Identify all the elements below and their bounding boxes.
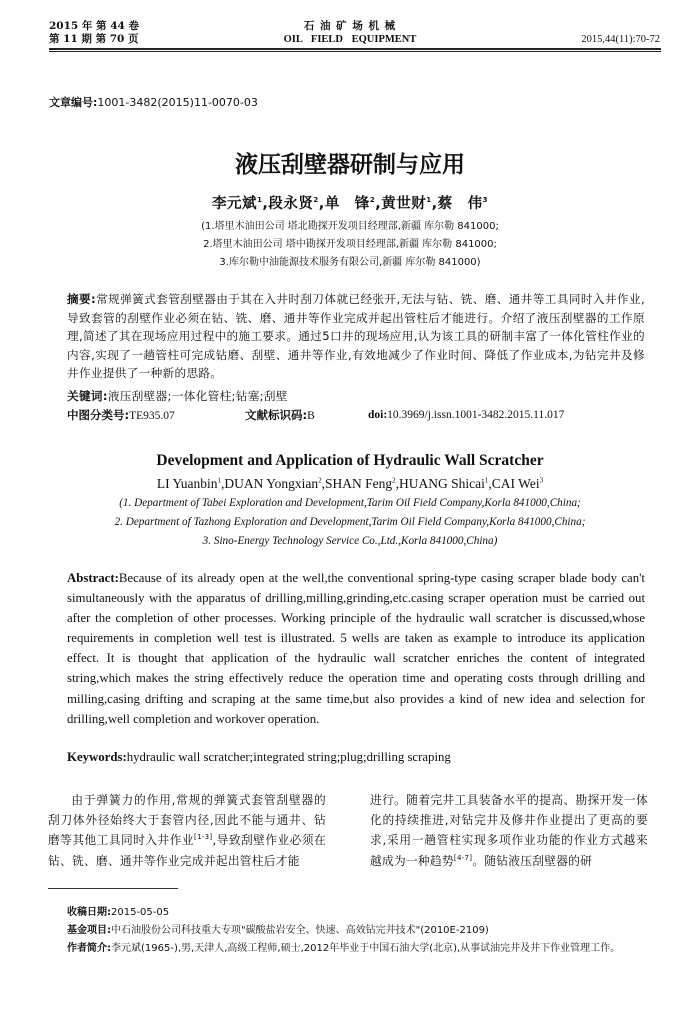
- body-left-column: 由于弹簧力的作用,常规的弹簧式套管刮壁器的刮刀体外径始终大于套管内径,因此不能与通井、钻磨等其他工具同时入井作业[1-3],导致刮壁作业必须在钻、铣、磨、通井等作业完成并起出管柱后才能: [48, 793, 326, 868]
- authors-cn: 李元斌$^1$,段永贤$^2$,单 锋$^2$,黄世财$^1$,蔡 伟$^3$: [212, 196, 488, 212]
- page-title: 液压刮壁器研制与应用: [235, 152, 465, 178]
- clc-number: 中图分类号:TE935.07: [67, 408, 175, 422]
- body-right-column: 进行。随着完井工具装备水平的提高、勘探开发一体化的持续推进,对钻完井及修井作业提出了更高的要求,采用一趟管柱实现多项作业功能的作业方式越来越成为一种趋势[4-7]。随钻液压刮壁器的研: [370, 793, 648, 868]
- journal-volume: 2015 年 第 44 卷 第 11 期 第 70 页: [49, 20, 139, 45]
- footnote-rule: [48, 888, 178, 889]
- abstract-cn: 摘要:常规弹簧式套管刮壁器由于其在入井时刮刀体就已经张开,无法与钻、铣、磨、通井等工具同时入井作业,导致套管的刮壁作业必须在钻、铣、磨、通井等作业完成并起出管柱后才能进行。介绍了液压刮壁器的工作原理,简述了其在现场应用过程中的施工要求。通过5口井的现场应用,认为该工具的研制丰富了一体化管柱作业的内容,实现了一趟管柱可完成钻磨、刮壁、通井等作业,有效地减少了作业时间、降低了作业成本,为钻完井及修井作业提供了一种新的思路。: [67, 292, 646, 380]
- header-rule-thin: [49, 51, 661, 52]
- footnote-author: 作者简介:李元斌(1965-),男,天津人,高级工程师,硕士,2012年毕业于中国石油大学(北京),从事试油完井及井下作业管理工作。: [67, 943, 621, 954]
- keywords-en: Keywords:hydraulic wall scratcher;integrated string;plug;drilling scraping: [67, 750, 451, 764]
- footnote-received: 收稿日期:2015-05-05: [67, 907, 170, 918]
- header-rule: [49, 48, 661, 50]
- affiliation-cn-3: 3.库尔勒中油能源技术服务有限公司,新疆 库尔勒 841000): [219, 257, 481, 268]
- affiliation-en-2: 2. Department of Tazhong Exploration and Development,Tarim Oil Field Company,Korla 841000,China;: [114, 516, 586, 528]
- keywords-cn: 关键词:液压刮壁器;一体化管柱;钻塞;刮壁: [67, 389, 288, 403]
- affiliation-en-1: (1. Department of Tabei Exploration and Development,Tarim Oil Field Company,Korla 841000,China;: [119, 497, 581, 509]
- page-range: 2015,44(11):70-72: [581, 34, 660, 45]
- article-number: 文章编号:1001-3482(2015)11-0070-03: [49, 96, 258, 109]
- english-title: Development and Application of Hydraulic Wall Scratcher: [156, 452, 544, 469]
- abstract-en: Abstract:Because of its already open at the well,the conventional spring-type casing scraper blade body can't simultaneously with the apparatus of drilling,milling,grinding,etc.casing scraper operation must be carried out after the completion of other processes. Working principle of the hydraulic wall scratcher is discussed,whose requirements in completion well test is illustrated. 5 wells are taken as example to introduce its application effect. It is thought that application of the hydraulic wall scratcher enriches the content of integrated string,which makes the string effectively reduce the operation time and operating costs through drilling and milling,casing drifting and scraping at the same time,but also provides a kind of new idea and selection for drilling,well completion and workover operation.: [67, 571, 645, 726]
- doi: doi:10.3969/j.issn.1001-3482.2015.11.017: [368, 409, 565, 421]
- footnote-fund: 基金项目:中石油股份公司科技重大专项"碳酸盐岩安全、快速、高效钻完井技术"(2010E-2109): [67, 925, 489, 936]
- document-code: 文献标识码:B: [245, 408, 315, 422]
- authors-en: LI Yuanbin$^1$,DUAN Yongxian$^2$,SHAN Feng$^2$,HUANG Shicai$^1$,CAI Wei$^3$: [156, 476, 544, 491]
- affiliation-en-3: 3. Sino-Energy Technology Service Co.,Ltd.,Korla 841000,China): [202, 535, 498, 547]
- journal-name: 石 油 矿 场 机 械 OIL FIELD EQUIPMENT: [283, 20, 417, 45]
- affiliation-cn-1: (1.塔里木油田公司 塔北勘探开发项目经理部,新疆 库尔勒 841000;: [201, 221, 499, 232]
- affiliation-cn-2: 2.塔里木油田公司 塔中勘探开发项目经理部,新疆 库尔勒 841000;: [203, 239, 497, 250]
